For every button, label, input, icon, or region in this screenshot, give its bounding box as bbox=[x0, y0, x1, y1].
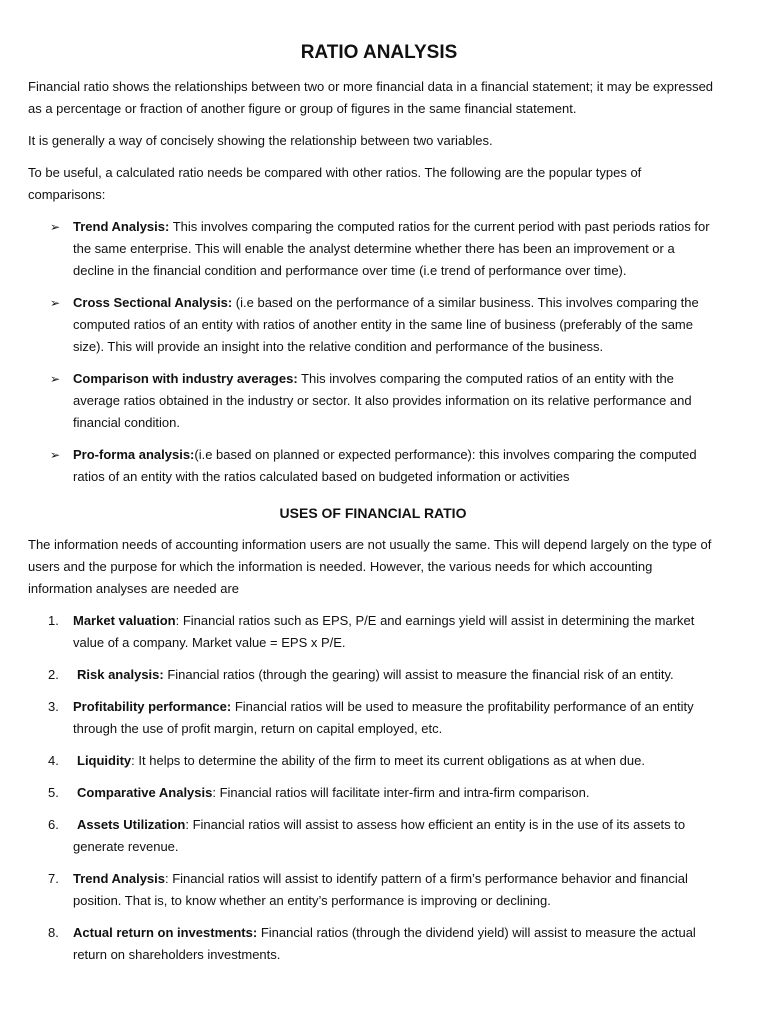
uses-item-profitability bbox=[28, 696, 718, 740]
list-number: 6. bbox=[48, 817, 59, 832]
uses-text: : Financial ratios will assist to identify pattern of a firm’s performance behavior and financial position. That is, to know whether an entity’s performance is improving or declining. bbox=[73, 871, 688, 908]
uses-text: : Financial ratios will assist to assess how efficient an entity is in the use of its assets to generate revenue. bbox=[73, 817, 686, 854]
comparison-item-industry-averages bbox=[28, 368, 718, 434]
uses-term: Comparative Analysis bbox=[77, 785, 213, 800]
list-number: 3. bbox=[48, 699, 59, 714]
intro-paragraph-2: It is generally a way of concisely showing the relationship between two variables. bbox=[28, 133, 493, 148]
uses-item-assets-utilization bbox=[28, 814, 718, 858]
comparison-text: (i.e based on the performance of a similar business. This involves comparing the computed ratios of an entity with ratios of another entity in the same line of business (preferably of the same size). This will provide an insight into the relative condition and performance of the business. bbox=[73, 295, 699, 354]
page-title: RATIO ANALYSIS bbox=[300, 42, 458, 63]
arrow-bullet-icon: ➢ bbox=[50, 296, 61, 310]
uses-item-risk-analysis bbox=[28, 664, 718, 686]
uses-term: Liquidity bbox=[77, 753, 132, 768]
section-heading-uses: USES OF FINANCIAL RATIO bbox=[279, 505, 467, 521]
uses-term: Market valuation bbox=[73, 613, 176, 628]
comparison-list bbox=[28, 216, 718, 488]
document-page bbox=[28, 40, 718, 976]
list-number: 2. bbox=[48, 667, 59, 682]
intro-paragraph-1: Financial ratio shows the relationships between two or more financial data in a financial statement; it may be expressed as a percentage or fraction of another figure or group of figures in the same financial statement. bbox=[28, 79, 714, 116]
uses-term: Actual return on investments: bbox=[73, 925, 258, 940]
uses-item-liquidity bbox=[28, 750, 718, 772]
arrow-bullet-icon: ➢ bbox=[50, 220, 61, 234]
uses-item-trend-analysis bbox=[28, 868, 718, 912]
list-number: 7. bbox=[48, 871, 59, 886]
uses-text: : Financial ratios will facilitate inter-firm and intra-firm comparison. bbox=[212, 785, 590, 800]
comparison-text: This involves comparing the computed ratios for the current period with past periods ratios for the same enterprise. This will enable the analyst determine whether there has been an improvement or a decline in the financial condition and performance over time (i.e trend of performance over time). bbox=[73, 219, 710, 278]
uses-text: Financial ratios (through the gearing) will assist to measure the financial risk of an entity. bbox=[163, 667, 674, 682]
list-number: 4. bbox=[48, 753, 59, 768]
uses-term: Trend Analysis bbox=[73, 871, 165, 886]
comparison-term: Trend Analysis: bbox=[73, 219, 170, 234]
uses-text: : It helps to determine the ability of the firm to meet its current obligations as at when due. bbox=[131, 753, 645, 768]
uses-list bbox=[28, 610, 718, 966]
comparison-text: (i.e based on planned or expected performance): this involves comparing the computed ratios of an entity with the ratios calculated based on budgeted information or activities bbox=[73, 447, 697, 484]
list-number: 1. bbox=[48, 613, 59, 628]
uses-intro-paragraph: The information needs of accounting information users are not usually the same. This will depend largely on the type of users and the purpose for which the information is needed. However, the various needs for which accounting information analyses are needed are bbox=[28, 537, 712, 596]
uses-text: : Financial ratios such as EPS, P/E and earnings yield will assist in determining the market value of a company. Market value = EPS x P/E. bbox=[73, 613, 695, 650]
list-number: 5. bbox=[48, 785, 59, 800]
comparison-term: Cross Sectional Analysis: bbox=[73, 295, 233, 310]
uses-text: Financial ratios will be used to measure the profitability performance of an entity through the use of profit margin, return on capital employed, etc. bbox=[73, 699, 694, 736]
arrow-bullet-icon: ➢ bbox=[50, 372, 61, 386]
uses-term: Assets Utilization bbox=[77, 817, 186, 832]
comparison-item-trend bbox=[28, 216, 718, 282]
comparison-item-cross-sectional bbox=[28, 292, 718, 358]
comparison-text: This involves comparing the computed ratios of an entity with the average ratios obtained in the industry or sector. It also provides information on its relative performance and financial condition. bbox=[73, 371, 692, 430]
uses-term: Risk analysis: bbox=[77, 667, 164, 682]
uses-item-market-valuation bbox=[28, 610, 718, 654]
intro-paragraph-3: To be useful, a calculated ratio needs be compared with other ratios. The following are the popular types of comparisons: bbox=[28, 165, 642, 202]
comparison-term: Comparison with industry averages: bbox=[73, 371, 298, 386]
comparison-item-pro-forma bbox=[28, 444, 718, 488]
uses-item-comparative bbox=[28, 782, 718, 804]
uses-item-actual-return bbox=[28, 922, 718, 966]
arrow-bullet-icon: ➢ bbox=[50, 448, 61, 462]
comparison-term: Pro-forma analysis: bbox=[73, 447, 195, 462]
list-number: 8. bbox=[48, 925, 59, 940]
uses-term: Profitability performance: bbox=[73, 699, 232, 714]
uses-text: Financial ratios (through the dividend yield) will assist to measure the actual return on shareholders investments. bbox=[73, 925, 696, 962]
